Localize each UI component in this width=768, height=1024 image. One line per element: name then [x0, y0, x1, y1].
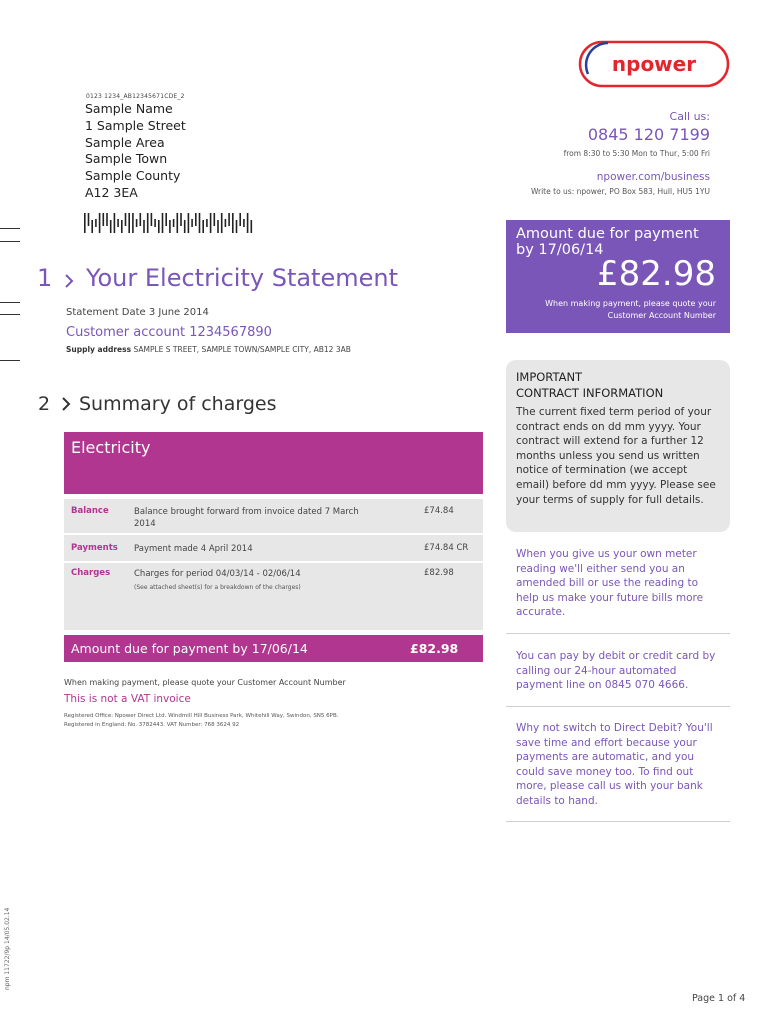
chevron-right-icon	[61, 397, 71, 411]
row-value: £74.84 CR	[424, 543, 469, 553]
document-ref: npm 11722/9p 14/05.02.14	[4, 907, 11, 990]
page-title: Your Electricity Statement	[86, 264, 398, 292]
supply-address-label: Supply address	[66, 345, 132, 354]
address-line: Sample County	[85, 168, 181, 184]
section-number: 2	[38, 393, 51, 415]
svg-text:npower: npower	[611, 52, 697, 76]
section-title: Summary of charges	[79, 393, 277, 415]
divider	[506, 633, 730, 634]
meter-reading-note: When you give us your own meter reading we'll either send you an amended bill or use the reading to help us make your future bills more accurate.	[516, 548, 704, 619]
contract-heading	[516, 369, 663, 401]
quote-note: When making payment, please quote your Customer Account Number	[64, 678, 346, 687]
row-description-note: (See attached sheet(s) for a breakdown of the charges)	[134, 584, 301, 591]
registered-info	[64, 712, 339, 729]
fold-mark	[0, 314, 20, 315]
address-line: Sample Name	[85, 101, 173, 116]
fold-mark	[0, 241, 20, 242]
amount-due-box	[506, 220, 730, 333]
section-number: 1	[37, 264, 53, 292]
contract-info-box	[506, 360, 730, 532]
divider	[506, 821, 730, 822]
electricity-label: Electricity	[71, 438, 151, 457]
chevron-right-icon	[64, 274, 74, 288]
amount-due-note: When making payment, please quote your Customer Account Number	[545, 299, 716, 320]
row-divider	[64, 561, 483, 563]
fold-mark	[0, 360, 20, 361]
contract-heading-line: IMPORTANT	[516, 370, 583, 384]
direct-debit-note: Why not switch to Direct Debit? You'll save time and effort because your payments are automatic, and you could save money too. To find out more, please call us with your bank details to hand.	[516, 722, 713, 807]
row-key: Payments	[71, 543, 118, 553]
registered-line: Registered Office: Npower Direct Ltd. Windmill Hill Business Park, Whitehill Way, Swindon, SN5 6PB.	[64, 713, 339, 719]
customer-account: Customer account 1234567890	[66, 325, 272, 340]
vat-note: This is not a VAT invoice	[64, 693, 191, 705]
supply-address	[66, 345, 351, 354]
divider	[506, 706, 730, 707]
electricity-header	[64, 432, 483, 494]
address-line: A12 3EA	[85, 184, 138, 200]
row-key: Balance	[71, 506, 109, 516]
postal-address: Write to us: npower, PO Box 583, Hull, HU5 1YU	[530, 187, 710, 196]
row-description	[134, 568, 364, 594]
row-value: £74.84	[424, 506, 454, 516]
total-bar	[64, 635, 483, 662]
row-divider	[64, 533, 483, 535]
registered-line: Registered in England: No. 3782443. VAT Number: 768 3624 92	[64, 721, 240, 728]
amount-due-label: Amount due for payment by 17/06/14	[516, 226, 699, 258]
row-description: Payment made 4 April 2014	[134, 544, 253, 554]
fold-mark	[0, 228, 20, 229]
total-label: Amount due for payment by 17/06/14	[71, 641, 308, 656]
amount-due-value: £82.98	[597, 254, 716, 294]
row-description-text: Charges for period 04/03/14 - 02/06/14	[134, 569, 301, 579]
website-link[interactable]: npower.com/business	[596, 171, 710, 183]
phone-number[interactable]: 0845 120 7199	[587, 125, 710, 144]
contract-body: The current fixed term period of your contract ends on dd mm yyyy. Your contract will extend for a further 12 months unless you send us written notice of termination (we accept email) before dd mm yyyy. Please see your terms of supply for full details.	[516, 406, 716, 506]
card-payment-note: You can pay by debit or credit card by calling our 24-hour automated payment line on 0845 070 4666.	[516, 650, 716, 692]
npower-logo	[578, 40, 730, 88]
address-line: 1 Sample Street	[85, 117, 186, 133]
row-description: Balance brought forward from invoice dated 7 March 2014	[134, 507, 359, 529]
supply-address-value: SAMPLE S TREET, SAMPLE TOWN/SAMPLE CITY, AB12 3AB	[133, 345, 351, 354]
call-us-label: Call us:	[669, 110, 710, 123]
row-key: Charges	[71, 568, 111, 578]
page-number: Page 1 of 4	[692, 993, 746, 1004]
postal-barcode	[84, 213, 256, 233]
address-ref: 0123 1234_AB12345671CDE_2	[86, 93, 185, 100]
contract-heading-line: CONTRACT INFORMATION	[516, 386, 664, 400]
opening-hours: from 8:30 to 5:30 Mon to Thur, 5:00 Fri	[563, 149, 710, 158]
address-line: Sample Town	[85, 151, 168, 167]
row-value: £82.98	[424, 568, 454, 578]
total-value: £82.98	[410, 641, 459, 656]
statement-date: Statement Date 3 June 2014	[66, 307, 209, 318]
address-line: Sample Area	[85, 134, 165, 150]
recipient-address	[85, 101, 186, 202]
fold-mark	[0, 302, 20, 303]
